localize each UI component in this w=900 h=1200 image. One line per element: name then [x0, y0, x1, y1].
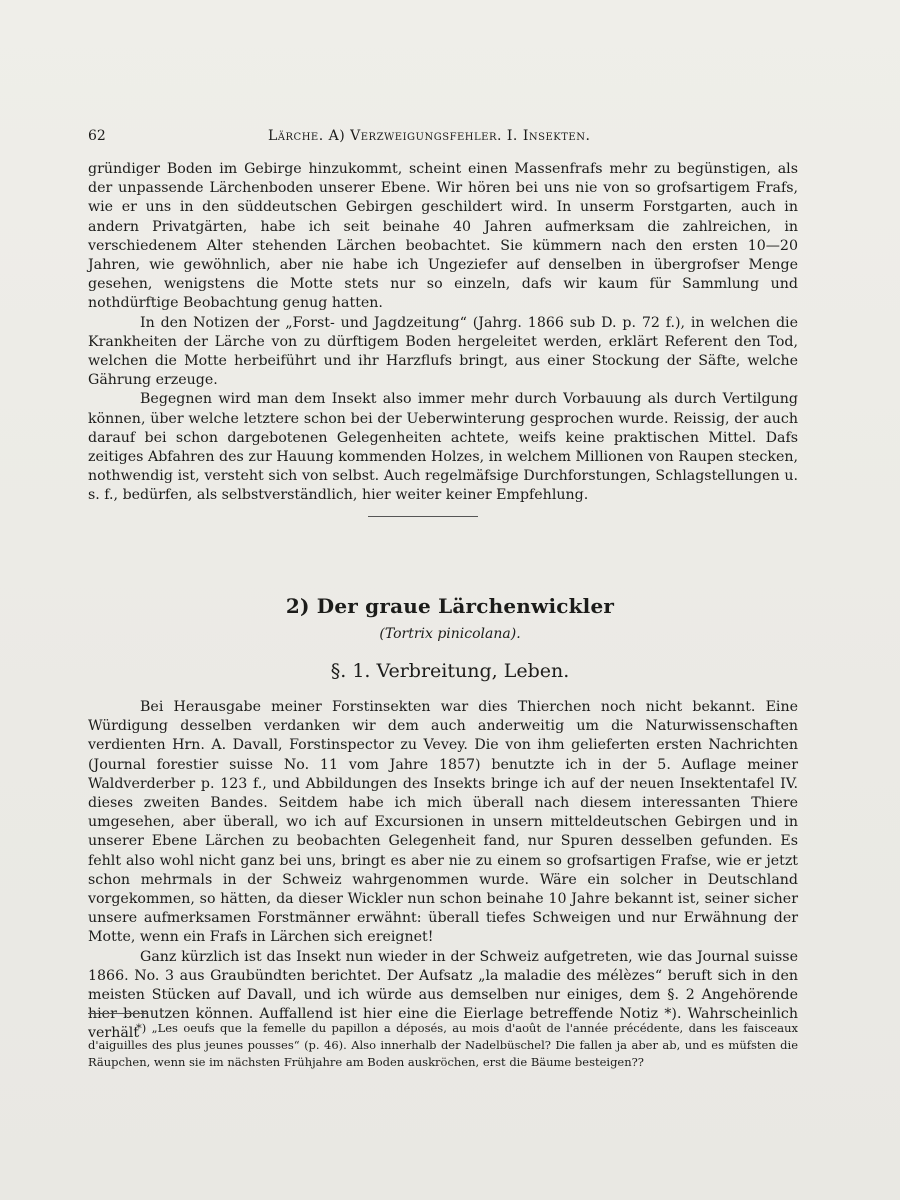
paragraph: Ganz kürzlich ist das Insekt nun wieder in der Schweiz aufgetreten, wie das Journal suisse 1866. No. 3 aus Graubündten berichtet. Der Aufsatz „la maladie des mélèzes“ beruft sich in den meisten Stücken auf Davall, und ich würde aus demselben nur einiges, dem §. 2 Angehörende hier benutzen können. Auffallend ist hier eine die Eierlage betreffende Notiz *). Wahrscheinlich verhält — [88, 948, 798, 1042]
footnote-text: *) „Les oeufs que la femelle du papillon a déposés, au mois d'août de l'année précédente, dans les faisceaux d'aiguilles des plus jeunes pousses“ (p. 46). Also innerhalb der Nadelbüschel? Die fallen ja aber ab, und es müfsten die Räupchen, wenn sie im nächsten Frühjahre am Boden auskröchen, erst die Bäume besteigen?? — [88, 1021, 798, 1069]
text-block-top — [88, 160, 798, 506]
running-head: Lärche. A) Verzweigungsfehler. I. Insekten. — [268, 128, 591, 144]
page-number: 62 — [88, 128, 106, 144]
footnote-rule — [88, 1013, 148, 1014]
section-subtitle: (Tortrix pinicolana). — [379, 626, 521, 642]
paragraph: gründiger Boden im Gebirge hinzukommt, scheint einen Massenfrafs mehr zu begünstigen, als der unpassende Lärchenboden unserer Ebene. Wir hören bei uns nie von so grofsartigem Frafs, wie er uns in den süddeutschen Gebirgen geschildert wird. In unserm Forstgarten, auch in andern Privatgärten, habe ich seit beinahe 40 Jahren aufmerksam die zahlreichen, in verschiedenem Alter stehenden Lärchen beobachtet. Sie kümmern nach den ersten 10—20 Jahren, wie gewöhnlich, aber nie habe ich Ungeziefer auf denselben in übergrofser Menge gesehen, wenigstens die Motte stets nur so einzeln, dafs wir kaum für Sammlung und nothdürftige Beobachtung genug hatten. — [88, 161, 798, 312]
text-block-bottom — [88, 698, 798, 1044]
paragraph: In den Notizen der „Forst- und Jagdzeitung“ (Jahrg. 1866 sub D. p. 72 f.), in welchen die Krankheiten der Lärche von zu dürftigem Boden hergeleitet werden, erklärt Referent den Tod, welchen die Motte herbeiführt und ihr Harzflufs bringt, aus einer Stockung der Säfte, welche Gährung erzeuge. — [88, 314, 798, 389]
section-divider — [368, 516, 478, 517]
page-header — [88, 128, 798, 148]
paragraph: Begegnen wird man dem Insekt also immer mehr durch Vorbauung als durch Vertilgung können, über welche letztere schon bei der Ueberwinterung gesprochen wurde. Reissig, der auch darauf bei schon dargebotenen Gelegenheiten achtete, weifs keine praktischen Mittel. Dafs zeitiges Abfahren des zur Hauung kommenden Holzes, in welchem Millionen von Raupen stecken, nothwendig ist, versteht sich von selbst. Auch regelmäfsige Durchforstungen, Schlagstellungen u. s. f., bedürfen, als selbstverständlich, hier weiter keiner Empfehlung. — [88, 391, 798, 504]
section-title: 2) Der graue Lärchenwickler — [285, 594, 615, 618]
paragraph: Bei Herausgabe meiner Forstinsekten war dies Thierchen noch nicht bekannt. Eine Würdigung desselben verdanken wir dem auch anderweitig um die Naturwissenschaften verdienten Hrn. A. Davall, Forstinspector zu Vevey. Die von ihm gelieferten ersten Nachrichten (Journal forestier suisse No. 11 vom Jahre 1857) benutzte ich in der 5. Auflage meiner Waldverderber p. 123 f., und Abbildungen des Insekts bringe ich auf der neuen Insektentafel IV. dieses zweiten Bandes. Seitdem habe ich mich überall nach diesem interessanten Thiere umgesehen, aber überall, wo ich auf Excursionen in unsern mitteldeutschen Gebirgen und in unserer Ebene Lärchen zu beobachten Gelegenheit fand, nur Spuren desselben gefunden. Es fehlt also wohl nicht ganz bei uns, bringt es aber nie zu einem so grofsartigen Frafse, wie er jetzt schon mehrmals in der Schweiz wahrgenommen wurde. Wäre ein solcher in Deutschland vorgekommen, so hätten, da dieser Wickler nun schon beinahe 10 Jahre bekannt ist, seiner sicher unsere aufmerksamen Forstmänner erwähnt: überall tiefes Schweigen und nur Erwähnung der Motte, wenn ein Frafs in Lärchen sich ereignet! — [88, 699, 798, 946]
paragraph-heading: §. 1. Verbreitung, Leben. — [330, 660, 570, 682]
footnote — [88, 1020, 798, 1071]
